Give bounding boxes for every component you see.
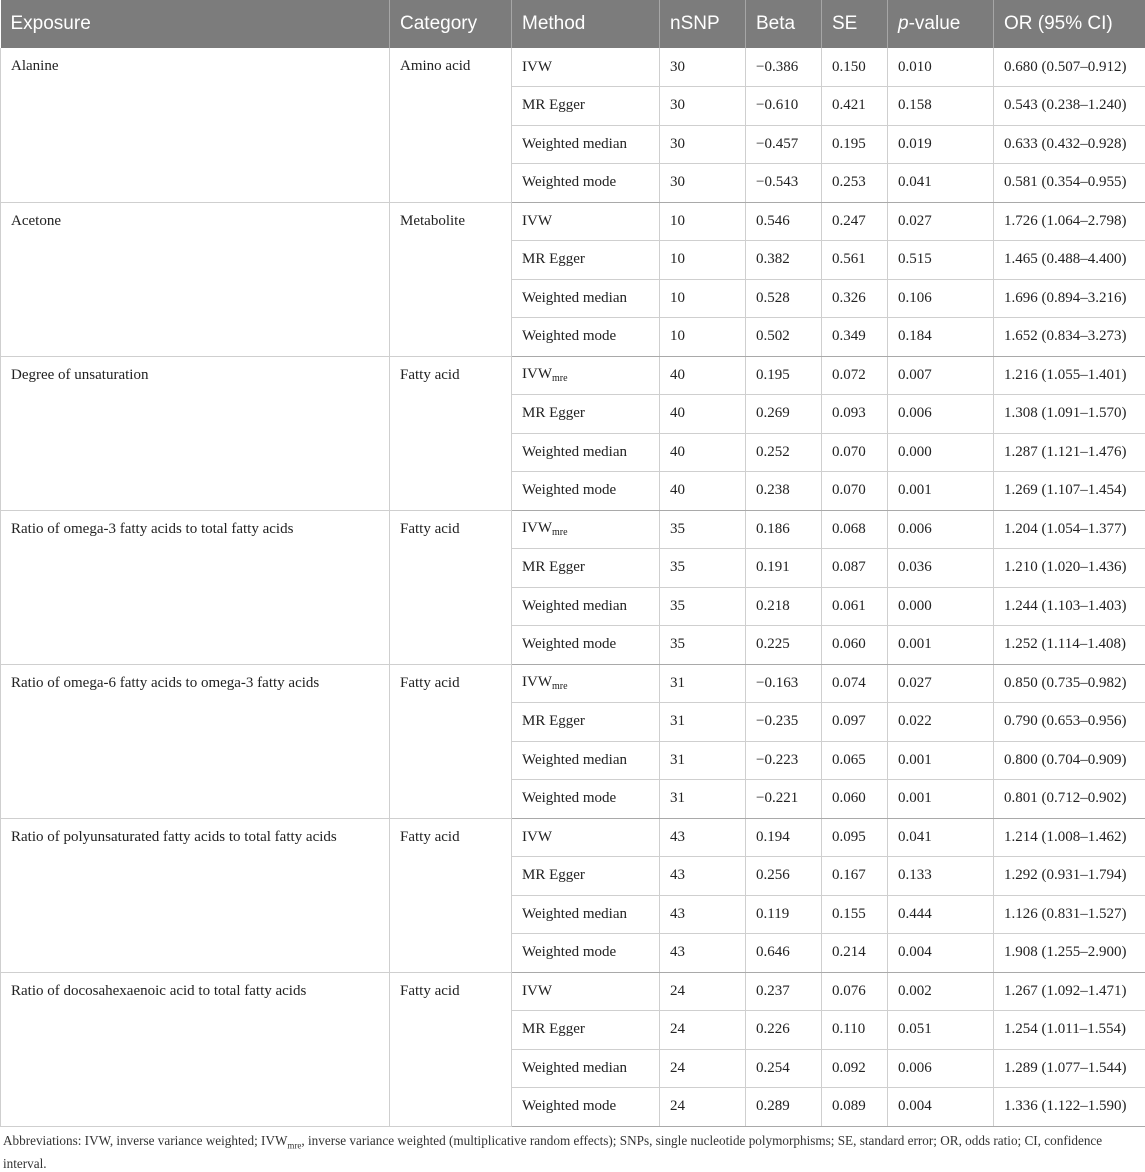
nsnp-cell: 40 bbox=[660, 433, 746, 472]
beta-cell: 0.119 bbox=[746, 895, 822, 934]
or-ci-cell: 1.292 (0.931–1.794) bbox=[994, 857, 1145, 896]
pvalue-cell: 0.444 bbox=[888, 895, 994, 934]
exposure-cell: Acetone bbox=[1, 202, 390, 356]
or-ci-cell: 1.216 (1.055–1.401) bbox=[994, 356, 1145, 395]
nsnp-cell: 10 bbox=[660, 202, 746, 241]
table-body bbox=[1, 48, 1145, 1126]
nsnp-cell: 40 bbox=[660, 395, 746, 434]
pvalue-cell: 0.022 bbox=[888, 703, 994, 742]
or-ci-cell: 1.269 (1.107–1.454) bbox=[994, 472, 1145, 511]
nsnp-cell: 24 bbox=[660, 1011, 746, 1050]
exposure-cell: Ratio of polyunsaturated fatty acids to total fatty acids bbox=[1, 818, 390, 972]
footnote-text-part1: Abbreviations: IVW, inverse variance weighted; IVW bbox=[3, 1133, 287, 1148]
se-cell: 0.070 bbox=[822, 472, 888, 511]
se-cell: 0.110 bbox=[822, 1011, 888, 1050]
se-cell: 0.060 bbox=[822, 780, 888, 819]
method-cell bbox=[512, 818, 660, 857]
se-cell: 0.061 bbox=[822, 587, 888, 626]
nsnp-cell: 35 bbox=[660, 510, 746, 549]
method-label: Weighted mode bbox=[522, 482, 616, 498]
se-cell: 0.155 bbox=[822, 895, 888, 934]
beta-cell: 0.289 bbox=[746, 1088, 822, 1127]
pvalue-cell: 0.106 bbox=[888, 279, 994, 318]
beta-cell: −0.457 bbox=[746, 125, 822, 164]
pvalue-cell: 0.158 bbox=[888, 87, 994, 126]
exposure-cell: Ratio of omega-6 fatty acids to omega-3 fatty acids bbox=[1, 664, 390, 818]
se-cell: 0.214 bbox=[822, 934, 888, 973]
header-or-ci: OR (95% CI) bbox=[994, 0, 1145, 48]
method-label: Weighted median bbox=[522, 906, 627, 922]
beta-cell: 0.502 bbox=[746, 318, 822, 357]
method-label: MR Egger bbox=[522, 867, 585, 883]
or-ci-cell: 1.287 (1.121–1.476) bbox=[994, 433, 1145, 472]
or-ci-cell: 0.800 (0.704–0.909) bbox=[994, 741, 1145, 780]
or-ci-cell: 1.652 (0.834–3.273) bbox=[994, 318, 1145, 357]
pvalue-cell: 0.006 bbox=[888, 1049, 994, 1088]
exposure-cell: Alanine bbox=[1, 48, 390, 202]
pvalue-cell: 0.515 bbox=[888, 241, 994, 280]
se-cell: 0.072 bbox=[822, 356, 888, 395]
or-ci-cell: 1.244 (1.103–1.403) bbox=[994, 587, 1145, 626]
method-cell bbox=[512, 703, 660, 742]
header-method: Method bbox=[512, 0, 660, 48]
method-label: IVW bbox=[522, 366, 552, 382]
or-ci-cell: 1.252 (1.114–1.408) bbox=[994, 626, 1145, 665]
method-cell bbox=[512, 626, 660, 665]
method-label: IVW bbox=[522, 59, 552, 75]
exposure-cell: Ratio of docosahexaenoic acid to total fatty acids bbox=[1, 972, 390, 1126]
header-se: SE bbox=[822, 0, 888, 48]
nsnp-cell: 31 bbox=[660, 703, 746, 742]
method-label: Weighted median bbox=[522, 444, 627, 460]
method-label: Weighted mode bbox=[522, 174, 616, 190]
method-cell bbox=[512, 241, 660, 280]
beta-cell: −0.235 bbox=[746, 703, 822, 742]
or-ci-cell: 1.267 (1.092–1.471) bbox=[994, 972, 1145, 1011]
method-label: Weighted median bbox=[522, 598, 627, 614]
or-ci-cell: 0.633 (0.432–0.928) bbox=[994, 125, 1145, 164]
se-cell: 0.076 bbox=[822, 972, 888, 1011]
footnote-text-part2: , inverse variance weighted (multiplicative random effects); SNPs, single nucleotide polymorphisms; SE, standard error; OR, odds ratio; CI, confidence interval. bbox=[3, 1133, 1102, 1171]
header-pvalue-italic: p bbox=[898, 13, 909, 34]
se-cell: 0.561 bbox=[822, 241, 888, 280]
method-cell bbox=[512, 356, 660, 395]
table-row bbox=[1, 818, 1145, 857]
se-cell: 0.074 bbox=[822, 664, 888, 703]
method-cell bbox=[512, 857, 660, 896]
nsnp-cell: 31 bbox=[660, 741, 746, 780]
nsnp-cell: 24 bbox=[660, 1088, 746, 1127]
beta-cell: −0.610 bbox=[746, 87, 822, 126]
pvalue-cell: 0.001 bbox=[888, 626, 994, 665]
pvalue-cell: 0.019 bbox=[888, 125, 994, 164]
pvalue-cell: 0.002 bbox=[888, 972, 994, 1011]
pvalue-cell: 0.000 bbox=[888, 433, 994, 472]
method-label: Weighted mode bbox=[522, 1098, 616, 1114]
method-label: Weighted median bbox=[522, 290, 627, 306]
se-cell: 0.247 bbox=[822, 202, 888, 241]
nsnp-cell: 30 bbox=[660, 87, 746, 126]
header-exposure: Exposure bbox=[1, 0, 390, 48]
table-footnote bbox=[3, 1132, 1141, 1172]
or-ci-cell: 0.801 (0.712–0.902) bbox=[994, 780, 1145, 819]
beta-cell: 0.237 bbox=[746, 972, 822, 1011]
method-cell bbox=[512, 1088, 660, 1127]
method-label: MR Egger bbox=[522, 713, 585, 729]
pvalue-cell: 0.001 bbox=[888, 472, 994, 511]
beta-cell: 0.528 bbox=[746, 279, 822, 318]
nsnp-cell: 10 bbox=[660, 318, 746, 357]
method-cell bbox=[512, 549, 660, 588]
method-cell bbox=[512, 510, 660, 549]
table-row bbox=[1, 202, 1145, 241]
method-label: MR Egger bbox=[522, 405, 585, 421]
se-cell: 0.070 bbox=[822, 433, 888, 472]
se-cell: 0.089 bbox=[822, 1088, 888, 1127]
method-label: IVW bbox=[522, 983, 552, 999]
pvalue-cell: 0.027 bbox=[888, 202, 994, 241]
method-cell bbox=[512, 664, 660, 703]
category-cell: Metabolite bbox=[390, 202, 512, 356]
beta-cell: 0.269 bbox=[746, 395, 822, 434]
nsnp-cell: 35 bbox=[660, 549, 746, 588]
se-cell: 0.326 bbox=[822, 279, 888, 318]
nsnp-cell: 10 bbox=[660, 279, 746, 318]
se-cell: 0.092 bbox=[822, 1049, 888, 1088]
method-label: IVW bbox=[522, 674, 552, 690]
method-cell bbox=[512, 472, 660, 511]
method-label: MR Egger bbox=[522, 559, 585, 575]
or-ci-cell: 1.254 (1.011–1.554) bbox=[994, 1011, 1145, 1050]
or-ci-cell: 1.908 (1.255–2.900) bbox=[994, 934, 1145, 973]
method-subscript: mre bbox=[552, 681, 568, 692]
se-cell: 0.150 bbox=[822, 48, 888, 87]
category-cell: Fatty acid bbox=[390, 972, 512, 1126]
se-cell: 0.167 bbox=[822, 857, 888, 896]
beta-cell: 0.218 bbox=[746, 587, 822, 626]
pvalue-cell: 0.004 bbox=[888, 934, 994, 973]
method-subscript: mre bbox=[552, 527, 568, 538]
nsnp-cell: 24 bbox=[660, 1049, 746, 1088]
or-ci-cell: 0.790 (0.653–0.956) bbox=[994, 703, 1145, 742]
beta-cell: −0.221 bbox=[746, 780, 822, 819]
pvalue-cell: 0.010 bbox=[888, 48, 994, 87]
method-label: Weighted mode bbox=[522, 790, 616, 806]
nsnp-cell: 43 bbox=[660, 857, 746, 896]
method-label: MR Egger bbox=[522, 251, 585, 267]
beta-cell: 0.646 bbox=[746, 934, 822, 973]
method-cell bbox=[512, 780, 660, 819]
header-pvalue-rest: -value bbox=[909, 13, 961, 34]
table-row bbox=[1, 510, 1145, 549]
or-ci-cell: 1.336 (1.122–1.590) bbox=[994, 1088, 1145, 1127]
or-ci-cell: 1.465 (0.488–4.400) bbox=[994, 241, 1145, 280]
or-ci-cell: 0.850 (0.735–0.982) bbox=[994, 664, 1145, 703]
category-cell: Fatty acid bbox=[390, 356, 512, 510]
method-cell bbox=[512, 587, 660, 626]
nsnp-cell: 35 bbox=[660, 587, 746, 626]
beta-cell: 0.252 bbox=[746, 433, 822, 472]
method-cell bbox=[512, 318, 660, 357]
beta-cell: 0.382 bbox=[746, 241, 822, 280]
nsnp-cell: 24 bbox=[660, 972, 746, 1011]
beta-cell: −0.386 bbox=[746, 48, 822, 87]
nsnp-cell: 43 bbox=[660, 818, 746, 857]
beta-cell: 0.194 bbox=[746, 818, 822, 857]
method-cell bbox=[512, 1049, 660, 1088]
beta-cell: 0.226 bbox=[746, 1011, 822, 1050]
method-cell bbox=[512, 202, 660, 241]
method-label: Weighted median bbox=[522, 752, 627, 768]
method-cell bbox=[512, 125, 660, 164]
table-row bbox=[1, 48, 1145, 87]
pvalue-cell: 0.006 bbox=[888, 395, 994, 434]
pvalue-cell: 0.001 bbox=[888, 741, 994, 780]
se-cell: 0.087 bbox=[822, 549, 888, 588]
pvalue-cell: 0.036 bbox=[888, 549, 994, 588]
or-ci-cell: 1.726 (1.064–2.798) bbox=[994, 202, 1145, 241]
beta-cell: 0.225 bbox=[746, 626, 822, 665]
method-cell bbox=[512, 934, 660, 973]
method-cell bbox=[512, 164, 660, 203]
se-cell: 0.068 bbox=[822, 510, 888, 549]
method-label: MR Egger bbox=[522, 97, 585, 113]
method-cell bbox=[512, 972, 660, 1011]
beta-cell: 0.546 bbox=[746, 202, 822, 241]
nsnp-cell: 35 bbox=[660, 626, 746, 665]
pvalue-cell: 0.007 bbox=[888, 356, 994, 395]
se-cell: 0.421 bbox=[822, 87, 888, 126]
category-cell: Fatty acid bbox=[390, 818, 512, 972]
beta-cell: 0.256 bbox=[746, 857, 822, 896]
beta-cell: 0.238 bbox=[746, 472, 822, 511]
pvalue-cell: 0.004 bbox=[888, 1088, 994, 1127]
nsnp-cell: 10 bbox=[660, 241, 746, 280]
beta-cell: −0.543 bbox=[746, 164, 822, 203]
or-ci-cell: 1.210 (1.020–1.436) bbox=[994, 549, 1145, 588]
or-ci-cell: 1.289 (1.077–1.544) bbox=[994, 1049, 1145, 1088]
beta-cell: 0.254 bbox=[746, 1049, 822, 1088]
or-ci-cell: 0.543 (0.238–1.240) bbox=[994, 87, 1145, 126]
exposure-cell: Degree of unsaturation bbox=[1, 356, 390, 510]
nsnp-cell: 30 bbox=[660, 125, 746, 164]
pvalue-cell: 0.041 bbox=[888, 818, 994, 857]
method-label: Weighted median bbox=[522, 136, 627, 152]
method-label: MR Egger bbox=[522, 1021, 585, 1037]
se-cell: 0.065 bbox=[822, 741, 888, 780]
beta-cell: −0.163 bbox=[746, 664, 822, 703]
method-cell bbox=[512, 87, 660, 126]
nsnp-cell: 43 bbox=[660, 934, 746, 973]
se-cell: 0.095 bbox=[822, 818, 888, 857]
or-ci-cell: 0.680 (0.507–0.912) bbox=[994, 48, 1145, 87]
method-cell bbox=[512, 1011, 660, 1050]
or-ci-cell: 0.581 (0.354–0.955) bbox=[994, 164, 1145, 203]
table-header bbox=[1, 0, 1145, 48]
method-label: IVW bbox=[522, 520, 552, 536]
pvalue-cell: 0.051 bbox=[888, 1011, 994, 1050]
category-cell: Fatty acid bbox=[390, 510, 512, 664]
header-beta: Beta bbox=[746, 0, 822, 48]
footnote-subscript: mre bbox=[287, 1141, 301, 1151]
method-label: Weighted mode bbox=[522, 328, 616, 344]
method-label: IVW bbox=[522, 829, 552, 845]
method-cell bbox=[512, 741, 660, 780]
or-ci-cell: 1.696 (0.894–3.216) bbox=[994, 279, 1145, 318]
method-cell bbox=[512, 433, 660, 472]
table-row bbox=[1, 664, 1145, 703]
nsnp-cell: 43 bbox=[660, 895, 746, 934]
nsnp-cell: 30 bbox=[660, 48, 746, 87]
category-cell: Amino acid bbox=[390, 48, 512, 202]
or-ci-cell: 1.204 (1.054–1.377) bbox=[994, 510, 1145, 549]
beta-cell: 0.186 bbox=[746, 510, 822, 549]
se-cell: 0.195 bbox=[822, 125, 888, 164]
nsnp-cell: 40 bbox=[660, 472, 746, 511]
method-cell bbox=[512, 48, 660, 87]
nsnp-cell: 30 bbox=[660, 164, 746, 203]
table-row bbox=[1, 356, 1145, 395]
pvalue-cell: 0.001 bbox=[888, 780, 994, 819]
category-cell: Fatty acid bbox=[390, 664, 512, 818]
pvalue-cell: 0.027 bbox=[888, 664, 994, 703]
se-cell: 0.349 bbox=[822, 318, 888, 357]
nsnp-cell: 31 bbox=[660, 780, 746, 819]
method-label: Weighted median bbox=[522, 1060, 627, 1076]
nsnp-cell: 40 bbox=[660, 356, 746, 395]
header-row bbox=[1, 0, 1145, 48]
pvalue-cell: 0.184 bbox=[888, 318, 994, 357]
or-ci-cell: 1.126 (0.831–1.527) bbox=[994, 895, 1145, 934]
exposure-cell: Ratio of omega-3 fatty acids to total fatty acids bbox=[1, 510, 390, 664]
se-cell: 0.097 bbox=[822, 703, 888, 742]
se-cell: 0.253 bbox=[822, 164, 888, 203]
pvalue-cell: 0.041 bbox=[888, 164, 994, 203]
beta-cell: 0.191 bbox=[746, 549, 822, 588]
header-category: Category bbox=[390, 0, 512, 48]
pvalue-cell: 0.133 bbox=[888, 857, 994, 896]
header-nsnp: nSNP bbox=[660, 0, 746, 48]
se-cell: 0.093 bbox=[822, 395, 888, 434]
beta-cell: −0.223 bbox=[746, 741, 822, 780]
pvalue-cell: 0.006 bbox=[888, 510, 994, 549]
method-subscript: mre bbox=[552, 373, 568, 384]
method-label: IVW bbox=[522, 213, 552, 229]
nsnp-cell: 31 bbox=[660, 664, 746, 703]
method-cell bbox=[512, 395, 660, 434]
se-cell: 0.060 bbox=[822, 626, 888, 665]
header-pvalue bbox=[888, 0, 994, 48]
or-ci-cell: 1.308 (1.091–1.570) bbox=[994, 395, 1145, 434]
or-ci-cell: 1.214 (1.008–1.462) bbox=[994, 818, 1145, 857]
pvalue-cell: 0.000 bbox=[888, 587, 994, 626]
method-label: Weighted mode bbox=[522, 636, 616, 652]
method-cell bbox=[512, 895, 660, 934]
method-label: Weighted mode bbox=[522, 944, 616, 960]
table-row bbox=[1, 972, 1145, 1011]
beta-cell: 0.195 bbox=[746, 356, 822, 395]
method-cell bbox=[512, 279, 660, 318]
